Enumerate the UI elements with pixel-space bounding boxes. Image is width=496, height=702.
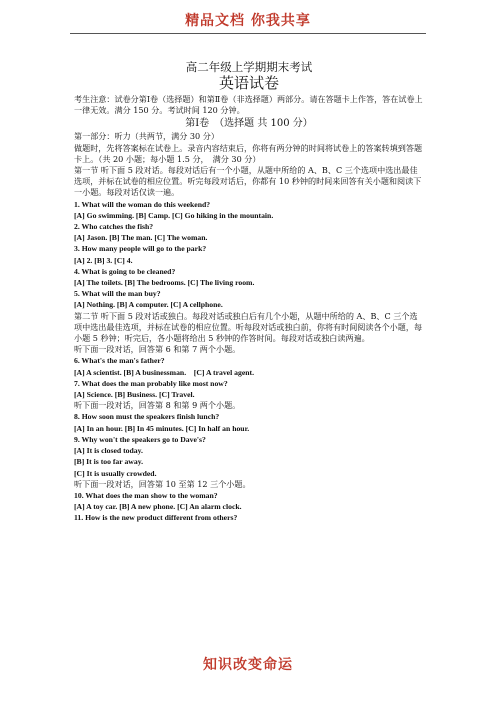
options-8: [A] In an hour. [B] In 45 minutes. [C] In half an hour. <box>74 423 250 433</box>
question-6: 6. What's the man's father? <box>74 356 165 366</box>
option-9c: [C] It is usually crowded. <box>74 468 157 478</box>
options-2: [A] Jason. [B] The man. [C] The woman. <box>74 233 208 243</box>
listen-instruction-1: 听下面一段对话，回答第 6 和第 7 两个小题。 <box>74 344 241 355</box>
question-3: 3. How many people will go to the park? <box>74 244 207 254</box>
exam-content <box>74 60 424 524</box>
part1-instructions: 做题时，先将答案标在试卷上。录音内容结束后，你将有两分钟的时间将试卷上的答案转填到答题卡上。（共 20 小题；每小题 1.5 分， 满分 30 分） <box>74 142 423 164</box>
options-4: [A] The toilets. [B] The bedrooms. [C] The living room. <box>74 278 255 288</box>
options-5: [A] Nothing. [B] A computer. [C] A cellphone. <box>74 300 223 310</box>
listen-instruction-2: 听下面一段对话，回答第 8 和第 9 两个小题。 <box>74 400 241 411</box>
section1-instructions: 第一节 听下面 5 段对话。每段对话后有一个小题，从题中所给的 A、B、C 三个选项中选出最佳选项，并标在试卷的相应位置。听完每段对话后，你都有 10 秒钟的时间来回答有关小题和阅读下一小题。每段对话仅读一遍。 <box>74 165 422 198</box>
question-9: 9. Why won't the speakers go to Dave's? <box>74 434 206 444</box>
option-9b: [B] It is too far away. <box>74 457 144 467</box>
header-banner: 精品文档 你我共享 <box>185 13 311 29</box>
question-1: 1. What will the woman do this weekend? <box>74 199 211 209</box>
exam-subtitle: 英语试卷 <box>218 74 279 92</box>
options-1: [A] Go swimming. [B] Camp. [C] Go hiking in the mountain. <box>74 210 274 220</box>
listen-instruction-3: 听下面一段对话，回答第 10 至第 12 三个小题。 <box>74 478 251 489</box>
question-10: 10. What does the man show to the woman? <box>74 490 218 500</box>
question-11: 11. How is the new product different from others? <box>74 513 238 523</box>
section2-instructions: 第二节 听下面 5 段对话或独白。每段对话或独白后有几个小题，从题中所给的 A、B、C 三个选项中选出最佳选项，并标在试卷的相应位置。听每段对话或独白前，你将有时间阅读各个小题，每小题 5 秒钟；听完后，各小题将给出 5 秒钟的作答时间。每段对话或独白读两遍。 <box>74 310 423 344</box>
part1-heading: 第一部分：听力（共两节，满分 30 分） <box>74 131 219 142</box>
header-divider <box>70 33 426 34</box>
footer-banner: 知识改变命运 <box>203 657 293 673</box>
option-9a: [A] It is closed today. <box>74 446 143 456</box>
options-7: [A] Science. [B] Business. [C] Travel. <box>74 390 195 400</box>
question-2: 2. Who catches the fish? <box>74 222 154 232</box>
question-7: 7. What does the man probably like most now? <box>74 378 228 388</box>
question-4: 4. What is going to be cleaned? <box>74 266 176 276</box>
question-5: 5. What will the man buy? <box>74 289 161 299</box>
exam-notice: 考生注意：试卷分第Ⅰ卷（选择题）和第Ⅱ卷（非选择题）两部分。请在答题卡上作答，答在试卷上一律无效。满分 150 分。考试时间 120 分钟。 <box>74 94 423 116</box>
options-6: [A] A scientist. [B] A businessman. [C] A travel agent. <box>74 367 255 377</box>
volume-title: 第Ⅰ卷 （选择题 共 100 分） <box>185 118 313 130</box>
question-8: 8. How soon must the speakers finish lunch? <box>74 412 220 422</box>
exam-title: 高二年级上学期期末考试 <box>185 60 313 74</box>
options-10: [A] A toy car. [B] A new phone. [C] An alarm clock. <box>74 502 242 512</box>
options-3: [A] 2. [B] 3. [C] 4. <box>74 255 133 265</box>
